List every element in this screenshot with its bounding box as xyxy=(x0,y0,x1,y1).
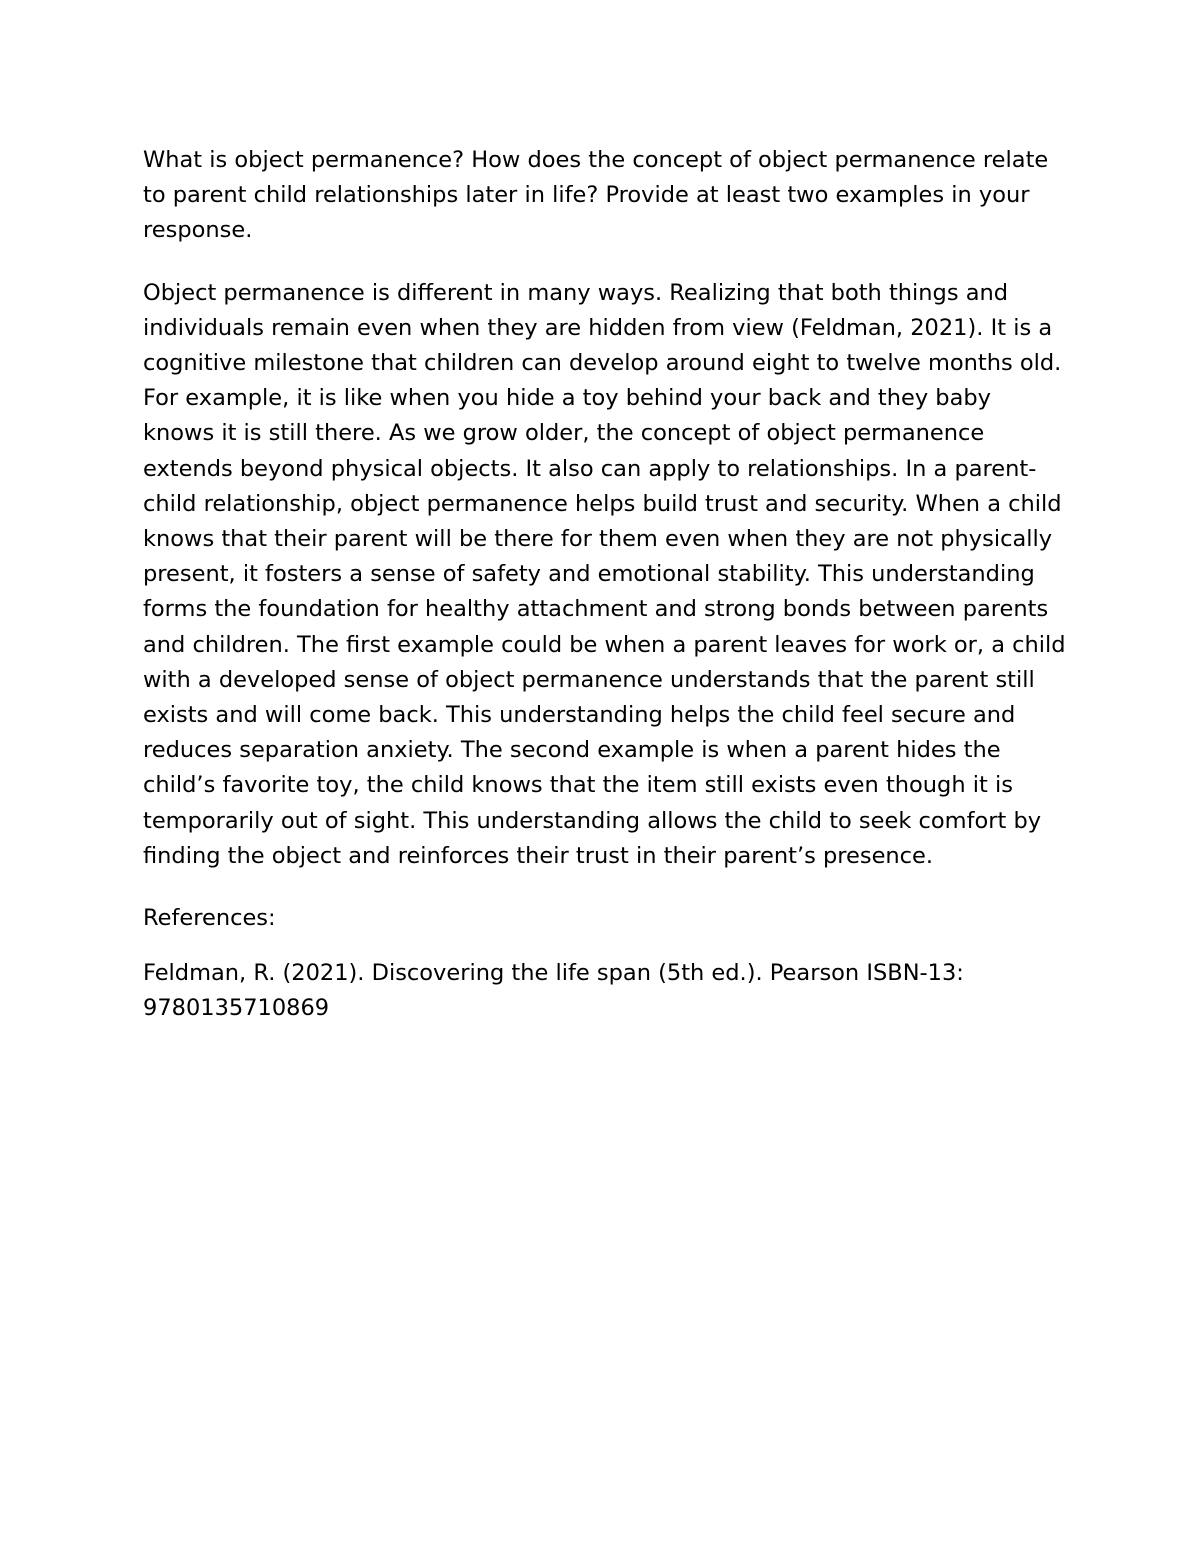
answer-paragraph: Object permanence is different in many ways. Realizing that both things and individuals remain even when they are hidden from view (Feldman, 2021). It is a cognitive milestone that children can develop around eight to twelve months old. For example, it is like when you hide a toy behind your back and they baby knows it is still there. As we grow older, the concept of object permanence extends beyond physical objects. It also can apply to relationships. In a parent-child relationship, object permanence helps build trust and security. When a child knows that their parent will be there for them even when they are not physically present, it fosters a sense of safety and emotional stability. This understanding forms the foundation for healthy attachment and strong bonds between parents and children. The first example could be when a parent leaves for work or, a child with a developed sense of object permanence understands that the parent still exists and will come back. This understanding helps the child feel secure and reduces separation anxiety. The second example is when a parent hides the child’s favorite toy, the child knows that the item still exists even though it is temporarily out of sight. This understanding allows the child to seek comfort by finding the object and reinforces their trust in their parent’s presence. xyxy=(143,279,1066,869)
reference-entry: Feldman, R. (2021). Discovering the life span (5th ed.). Pearson ISBN-13: 9780135710869 xyxy=(143,960,964,1022)
question-paragraph: What is object permanence? How does the concept of object permanence relate to parent child relationships later in life? Provide at least two examples in your response. xyxy=(143,147,1049,244)
document-body xyxy=(143,143,1068,1027)
references-heading: References: xyxy=(143,905,276,932)
